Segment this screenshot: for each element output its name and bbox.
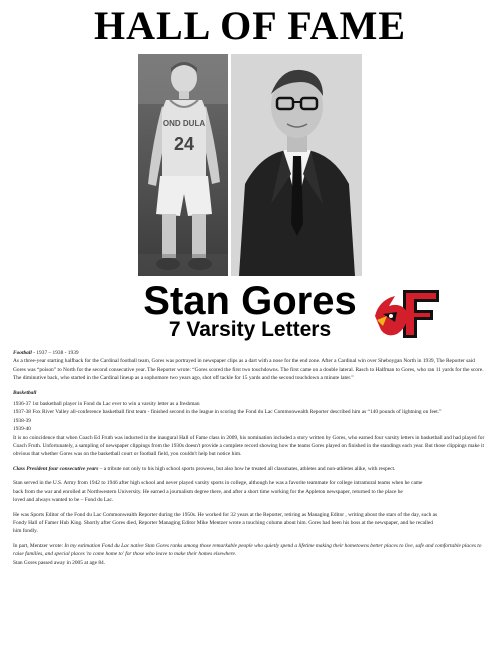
basketball-line: 1938-39 <box>13 417 31 424</box>
svg-text:OND DULA: OND DULA <box>162 119 206 128</box>
sports-editor-line: He was Sports Editor of the Fond du Lac Commonwealth Reporter during the 1950s. He worked for 32 years at the Reporter, retiring as Managing Editor , writing about the stars of the day, such as <box>13 511 438 518</box>
basketball-line: 1939-40 <box>13 426 31 433</box>
army-line: Stan served in the U.S. Army from 1942 to 1946 after high school and never played varsity sports in college, although he was a favorite teammate for college intramural teams when he came <box>13 480 423 487</box>
mentzer-intro: In part, Mentzer wrote: <box>13 542 65 549</box>
football-paragraph: As a three-year starting halfback for the Cardinal football team, Gores was portrayed in newspaper clips as a dart with a nose for the end zone. After a Cardinal win over Sheboygan North in 1939, The Reporter said Gores was “poison” to North for the second consecutive year. The Reporter wrote: “Gores scored the first two touchdowns. The first came on a double lateral. Rasch to Halfman to Gores, who ran 11 yards for the score. The diminutive back, who started in the Cardinal lineup as a sophomore two years ago, shot off tackle for 15 yards and the second touchdown a minute later.” <box>13 358 484 382</box>
biography-text <box>13 349 489 567</box>
portrait-photo <box>231 54 362 276</box>
football-section <box>13 349 489 357</box>
mentzer-quote-section <box>13 542 489 559</box>
army-line: back from the war and enrolled at Northwestern University. He earned a journalism degree there, and after a short time working for the Appleton newspaper, returned to the place he <box>13 488 403 495</box>
svg-text:24: 24 <box>173 134 195 154</box>
basketball-line: 1936-37 1st basketball player in Fond du Lac ever to win a varsity letter as a freshman <box>13 401 200 408</box>
inductee-subtitle: 7 Varsity Letters <box>168 318 332 341</box>
basketball-line: 1937-38 Fox River Valley all-conference basketball first team - finished second in the league in scoring the Fond du Lac Commonwealth Reporter described him as “140 pounds of lightning on feet.” <box>13 409 442 416</box>
passed-away-line: Stan Gores passed away in 2005 at age 84. <box>13 559 106 566</box>
mentzer-quote: In my estimation Fond du Lac native Stan Gores ranks among those remarkable people who quietly spend a lifetime making their hometowns better places to live, safe and comfortable places to raise families, and special places 'to come home to' for those who leave to make their homes elsewhere. <box>13 542 482 558</box>
basketball-heading: Basketball <box>13 389 37 396</box>
inductee-name: Stan Gores <box>143 279 357 323</box>
class-president-section <box>13 465 489 473</box>
class-president-text: – a tribute not only to his high school sports prowess, but also how he treated all classmates, athletes and non-athletes alike, with respect. <box>98 465 396 472</box>
basketball-player-photo <box>138 54 228 276</box>
class-president-heading: Class President four consecutive years <box>13 465 99 472</box>
basketball-paragraph: It is no coincidence that when Coach Ed Fruth was inducted in the inaugural Hall of Fame class in 2009, his nomination included a story written by Gores, who earned four varsity letters in basketball and had played for Coach Fruth. Unfortunately, a sampling of newspaper clippings from the 1930s doesn't provide a complete record showing how the teams Gores played on finished in the standings each year. But those clippings make it obvious that whether Gores was on the basketball court or football field, you couldn't help but notice him. <box>13 434 485 458</box>
sports-editor-line: him fondly. <box>13 528 38 535</box>
cardinal-f-logo <box>373 286 443 342</box>
football-years: - 1937 – 1938 - 1939 <box>31 350 79 356</box>
page-title: HALL OF FAME <box>94 3 406 48</box>
football-heading: Football <box>13 350 32 356</box>
sports-editor-line: Fondy Hall of Famer Hub King. Shortly after Gores died, Reporter Managing Editor Mike Mentzer wrote a touching column about him. Gores had been his boss at the newspaper, and he recalled <box>13 519 433 526</box>
army-line: loved and always wanted to be – Fond du Lac. <box>13 497 114 504</box>
